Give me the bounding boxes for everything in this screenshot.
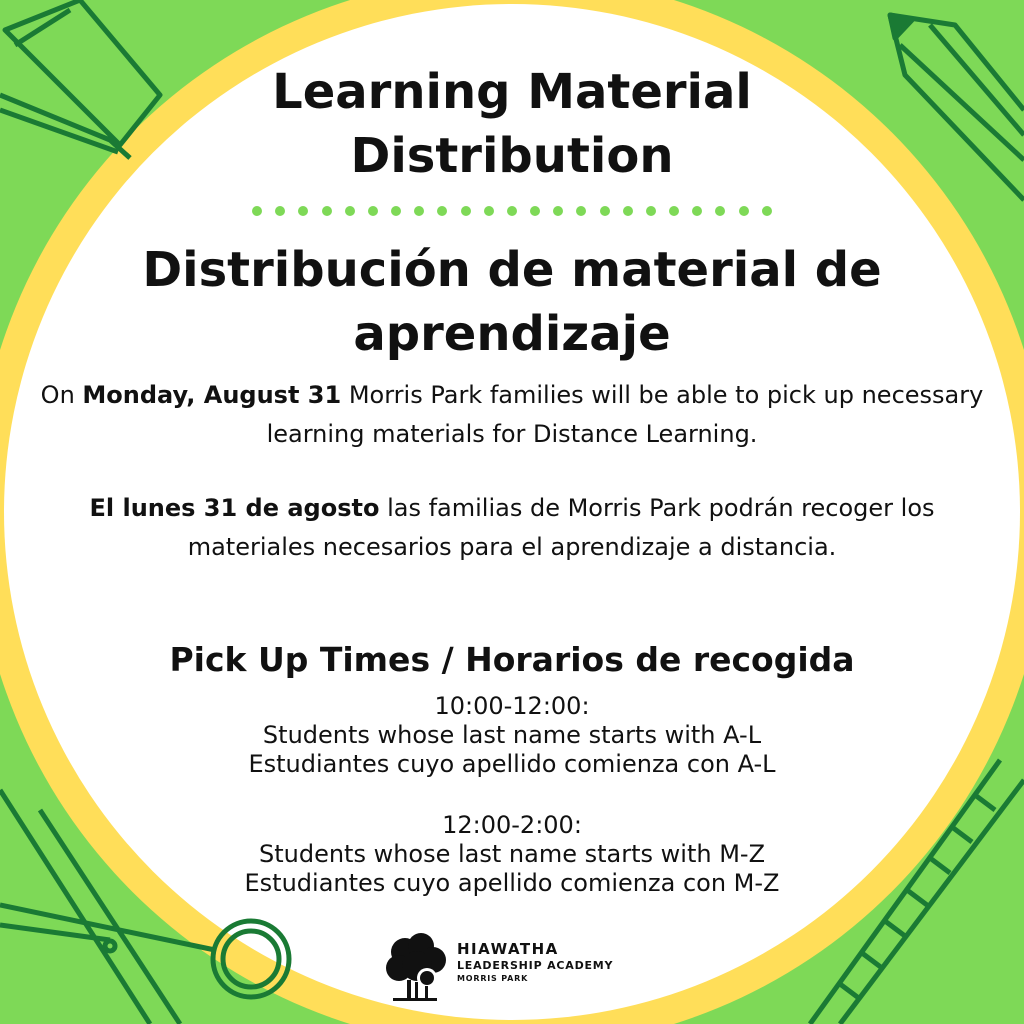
slot-time: 10:00-12:00: [434,692,590,720]
slot-spanish: Estudiantes cuyo apellido comienza con M-Z [244,869,780,897]
school-logo [385,932,645,1002]
date-english: Monday, August 31 [82,381,342,409]
paragraph-spanish: El lunes 31 de agosto las familias de Morris Park podrán recoger los materiales necesarios para el aprendizaje a distancia. [89,494,935,561]
slot-1 [0,692,1024,779]
slot-english: Students whose last name starts with A-L [262,721,762,749]
logo-line1: HIAWATHA [457,940,559,958]
title-english [0,60,1024,188]
date-spanish: El lunes 31 de agosto [89,494,380,522]
title-spanish [0,238,1024,366]
slot-english: Students whose last name starts with M-Z [258,840,766,868]
dotted-divider [252,206,772,216]
pickup-heading: Pick Up Times / Horarios de recogida [169,640,855,679]
tree-icon [385,932,451,1002]
title-en-line1: Learning Material [272,64,752,120]
logo-line3: MORRIS PARK [457,974,529,983]
title-es-line2: aprendizaje [353,306,671,362]
slot-2 [0,811,1024,898]
title-es-line1: Distribución de material de [142,242,882,298]
paragraph-english: On Monday, August 31 Morris Park families will be able to pick up necessary learning materials for Distance Learning. [40,381,984,448]
title-en-line2: Distribution [350,128,674,184]
slot-time: 12:00-2:00: [442,811,582,839]
slot-spanish: Estudiantes cuyo apellido comienza con A-L [248,750,776,778]
logo-line2: LEADERSHIP ACADEMY [457,959,614,972]
